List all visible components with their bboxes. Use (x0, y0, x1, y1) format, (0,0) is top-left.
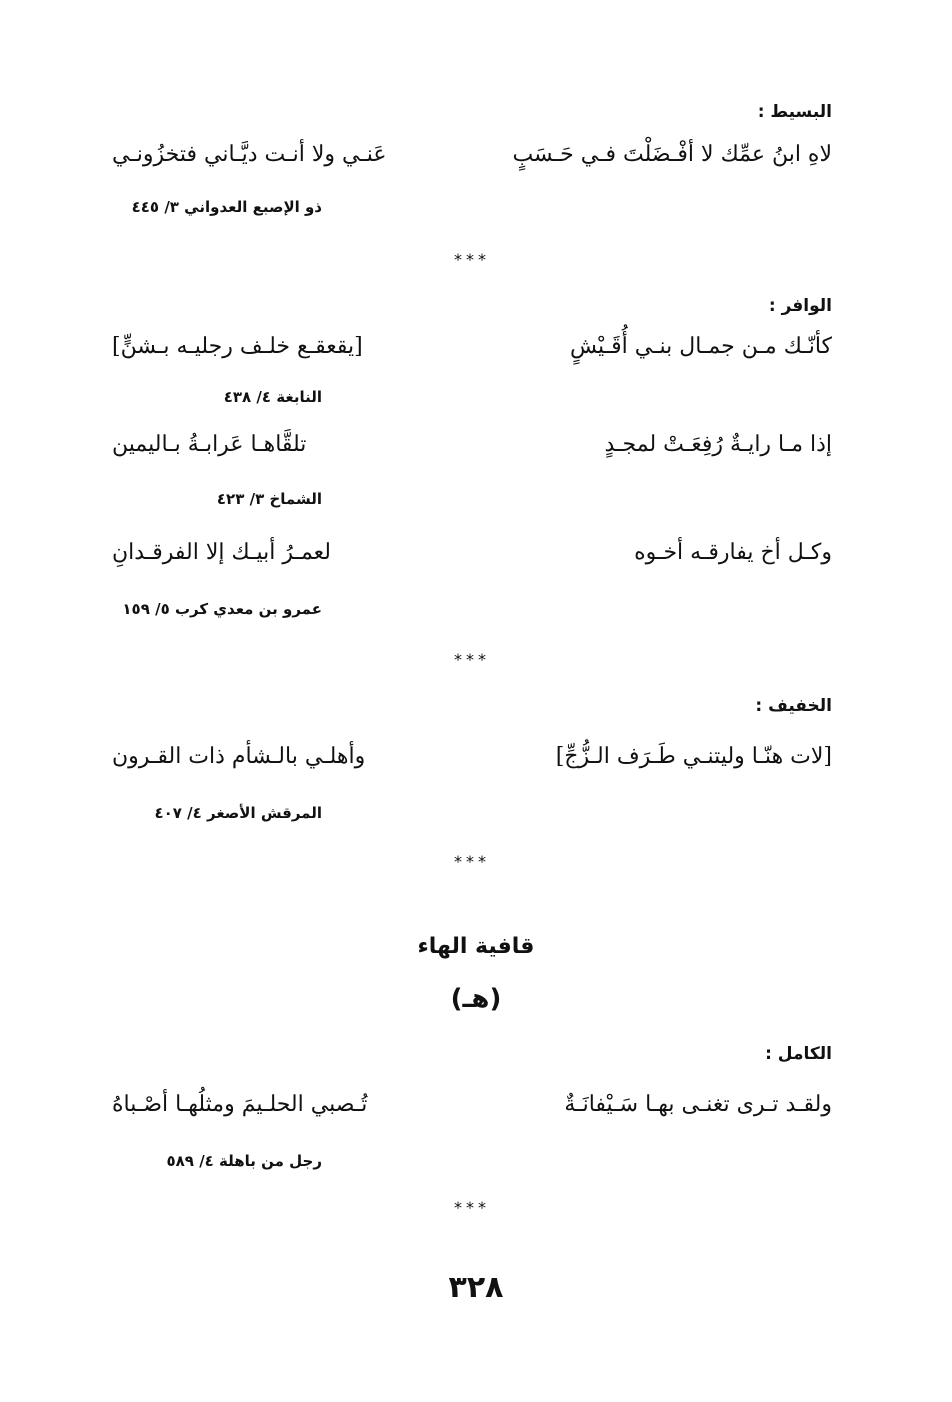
verse-second-hemistich: تلقَّاهـا عَرابـةُ بـاليمين (112, 432, 307, 457)
poet-attribution: ذو الإصبع العدواني ٣/ ٤٤٥ (131, 198, 322, 216)
separator-stars: *** (454, 650, 490, 669)
page-number: ٣٢٨ (448, 1270, 504, 1305)
verse-second-hemistich: لعمـرُ أبيـك إلا الفرقـدانِ (112, 540, 331, 565)
rhyme-letter: (هـ) (450, 984, 502, 1014)
verse-first-hemistich: ولقـد تـرى تغنـى بهـا سَـيْفانَـةٌ (564, 1092, 832, 1117)
poet-attribution: النابغة ٤/ ٤٣٨ (223, 388, 322, 406)
poet-attribution: رجل من باهلة ٤/ ٥٨٩ (166, 1152, 322, 1170)
meter-label: البسيط : (757, 102, 832, 122)
verse-first-hemistich: [لات هنّـا وليتنـي طَـرَف الـزُّجِّ] (555, 744, 832, 769)
verse-first-hemistich: كأنّـك مـن جمـال بنـي أُقَـيْشٍ (570, 334, 832, 359)
verse-line (112, 142, 832, 178)
verse-line (112, 334, 832, 370)
separator-stars: *** (454, 1198, 490, 1217)
poet-attribution: الشماخ ٣/ ٤٢٣ (216, 490, 322, 508)
verse-line (112, 540, 832, 576)
verse-second-hemistich: عَنـي ولا أنـت ديَّـاني فتخزُونـي (112, 142, 387, 167)
verse-line (112, 1092, 832, 1128)
meter-label: الوافر : (768, 296, 832, 316)
verse-first-hemistich: إذا مـا رايـةٌ رُفِعَـتْ لمجـدٍ (604, 432, 832, 457)
separator-stars: *** (454, 852, 490, 871)
verse-second-hemistich: وأهلـي بالـشأم ذات القـرون (112, 744, 366, 769)
verse-first-hemistich: لاهِ ابنُ عمِّك لا أفْـضَلْتَ فـي حَـسَبٍ (512, 142, 832, 167)
verse-second-hemistich: تُـصبي الحلـيمَ ومثلُهـا أصْـباهُ (112, 1092, 368, 1117)
separator-stars: *** (454, 250, 490, 269)
verse-line (112, 432, 832, 468)
rhyme-section-title: قافية الهاء (417, 934, 535, 959)
verse-first-hemistich: وكـل أخ يفارقـه أخـوه (634, 540, 832, 565)
meter-label: الكامل : (765, 1044, 832, 1064)
verse-line (112, 744, 832, 780)
verse-second-hemistich: [يقعقـع خلـف رجليـه بـشنٍّ] (112, 334, 363, 359)
poet-attribution: عمرو بن معدي كرب ٥/ ١٥٩ (122, 600, 322, 618)
poet-attribution: المرقش الأصغر ٤/ ٤٠٧ (154, 804, 322, 822)
meter-label: الخفيف : (755, 696, 832, 716)
